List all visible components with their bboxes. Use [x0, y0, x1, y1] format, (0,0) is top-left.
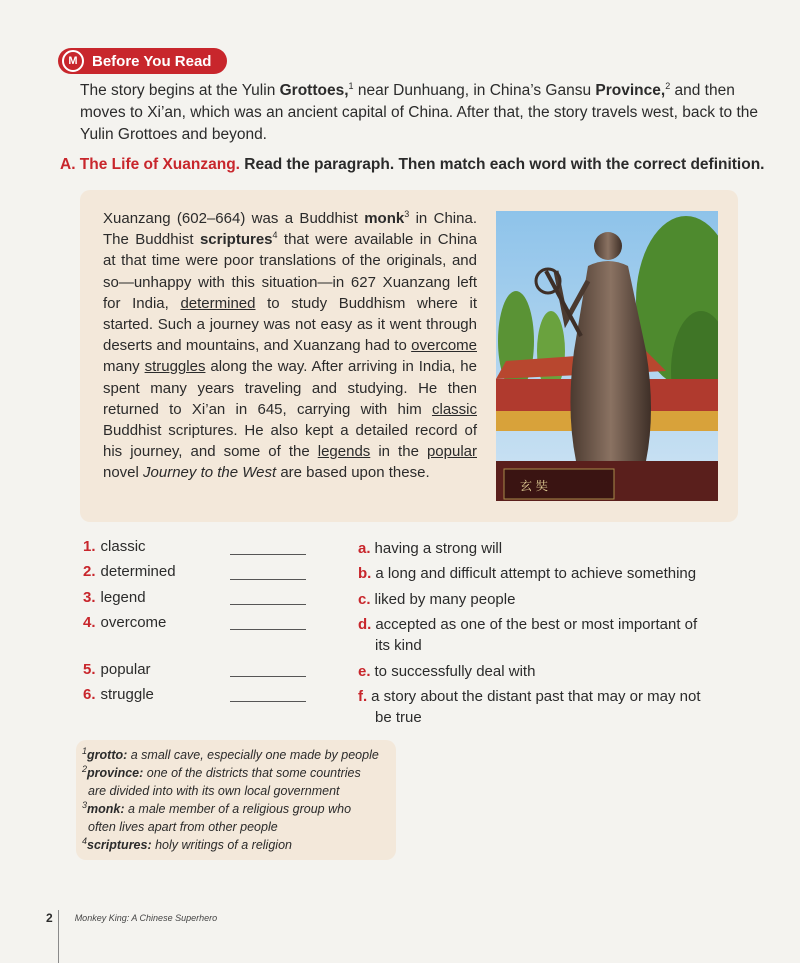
definition-item: d. accepted as one of the best or most important of its kind	[358, 616, 698, 654]
section-title: Before You Read	[92, 52, 212, 70]
statue-image	[496, 211, 718, 501]
before-you-read-badge	[58, 48, 227, 74]
page-footer	[46, 911, 217, 925]
passage-text: are based upon these.	[276, 464, 430, 482]
task-heading	[60, 156, 780, 174]
answer-blank[interactable]	[230, 700, 306, 702]
word-item: 3. legend	[83, 589, 146, 606]
intro-text: and then moves to Xi’an, which was an ancient capital of China. After that, the story travels west, back to the Yulin Grottoes and beyond.	[80, 82, 759, 143]
answer-blank[interactable]	[230, 675, 306, 677]
task-instruction: Read the paragraph. Then match each word with the correct definition.	[239, 156, 765, 173]
xuanzang-statue-photo	[496, 211, 718, 501]
definition-item: e. to successfully deal with	[358, 663, 536, 680]
word-item: 6. struggle	[83, 686, 154, 703]
vocab-popular: popular	[426, 443, 477, 461]
reading-passage	[103, 208, 477, 484]
answer-blank[interactable]	[230, 578, 306, 580]
answer-blank[interactable]	[230, 628, 306, 630]
reading-icon: M	[62, 50, 84, 72]
passage-text: novel	[103, 464, 144, 482]
term-monk: monk	[364, 210, 405, 227]
vocab-overcome: overcome	[411, 337, 477, 355]
footnote-ref: 3	[404, 209, 410, 219]
book-title: Monkey King: A Chinese Superhero	[74, 913, 218, 923]
answer-blank[interactable]	[230, 553, 306, 555]
statue-plaque: 玄 奘	[520, 479, 548, 493]
word-item: 1. classic	[83, 538, 146, 555]
term-scriptures: scriptures	[199, 231, 273, 249]
vocab-struggles: struggles	[144, 358, 206, 376]
footnote: $^2$province: one of the districts that some countries are divided into with its own local government	[82, 763, 361, 798]
passage-text: along the way. After arriving in India, he spent many years traveling and studying. He then returned to Xi’an in 645, carrying with him	[103, 358, 477, 418]
term-grottoes: Grottoes,	[279, 82, 349, 99]
definition-item: f. a story about the distant past that may or may not be true	[358, 688, 701, 726]
passage-text: to study Buddhism where it started. Such a journey was not easy as it went through deserts and mountains, and Xuanzang had to	[103, 294, 477, 355]
footnote-ref: 4	[272, 230, 278, 241]
intro-text: near Dunhuang, in China’s Gansu	[353, 82, 596, 99]
passage-text: in China. The Buddhist	[103, 210, 477, 249]
definition-item: b. a long and difficult attempt to achieve something	[358, 565, 697, 582]
definition-item: a. having a strong will	[358, 540, 503, 557]
intro-text: The story begins at the Yulin	[80, 82, 280, 99]
footnote: $^3$monk: a male member of a religious group who often lives apart from other people	[82, 799, 352, 834]
passage-text: many	[103, 358, 145, 376]
passage-text: that were available in China at that time were poor translations of the originals, and so—unhappy with this situation—in 627 Xuanzang left for India,	[103, 231, 477, 312]
intro-paragraph	[80, 80, 770, 146]
footnote-ref: 1	[348, 80, 354, 91]
word-item: 2. determined	[83, 563, 176, 580]
vocab-determined: determined	[180, 294, 256, 312]
word-item: 5. popular	[83, 661, 151, 678]
vocab-legends: legends	[317, 443, 371, 461]
term-province: Province,	[595, 82, 666, 99]
page-number: 2	[46, 911, 53, 925]
passage-text: Xuanzang (602–664) was a Buddhist	[103, 210, 365, 227]
novel-title: Journey to the West	[143, 464, 277, 482]
passage-text: in the	[370, 443, 427, 461]
footer-rule	[58, 910, 59, 963]
task-label: A. The Life of Xuanzang.	[60, 156, 240, 173]
word-item: 4. overcome	[83, 614, 167, 631]
vocab-classic: classic	[431, 400, 477, 418]
footnote: $^1$grotto: a small cave, especially one made by people	[82, 745, 379, 762]
answer-blank[interactable]	[230, 603, 306, 605]
definition-item: c. liked by many people	[358, 591, 516, 608]
passage-text: Buddhist scriptures. He also kept a detailed record of his journey, and some of the	[103, 422, 477, 461]
footnote: $^4$scriptures: holy writings of a religion	[82, 835, 292, 852]
footnote-ref: 2	[665, 80, 671, 91]
